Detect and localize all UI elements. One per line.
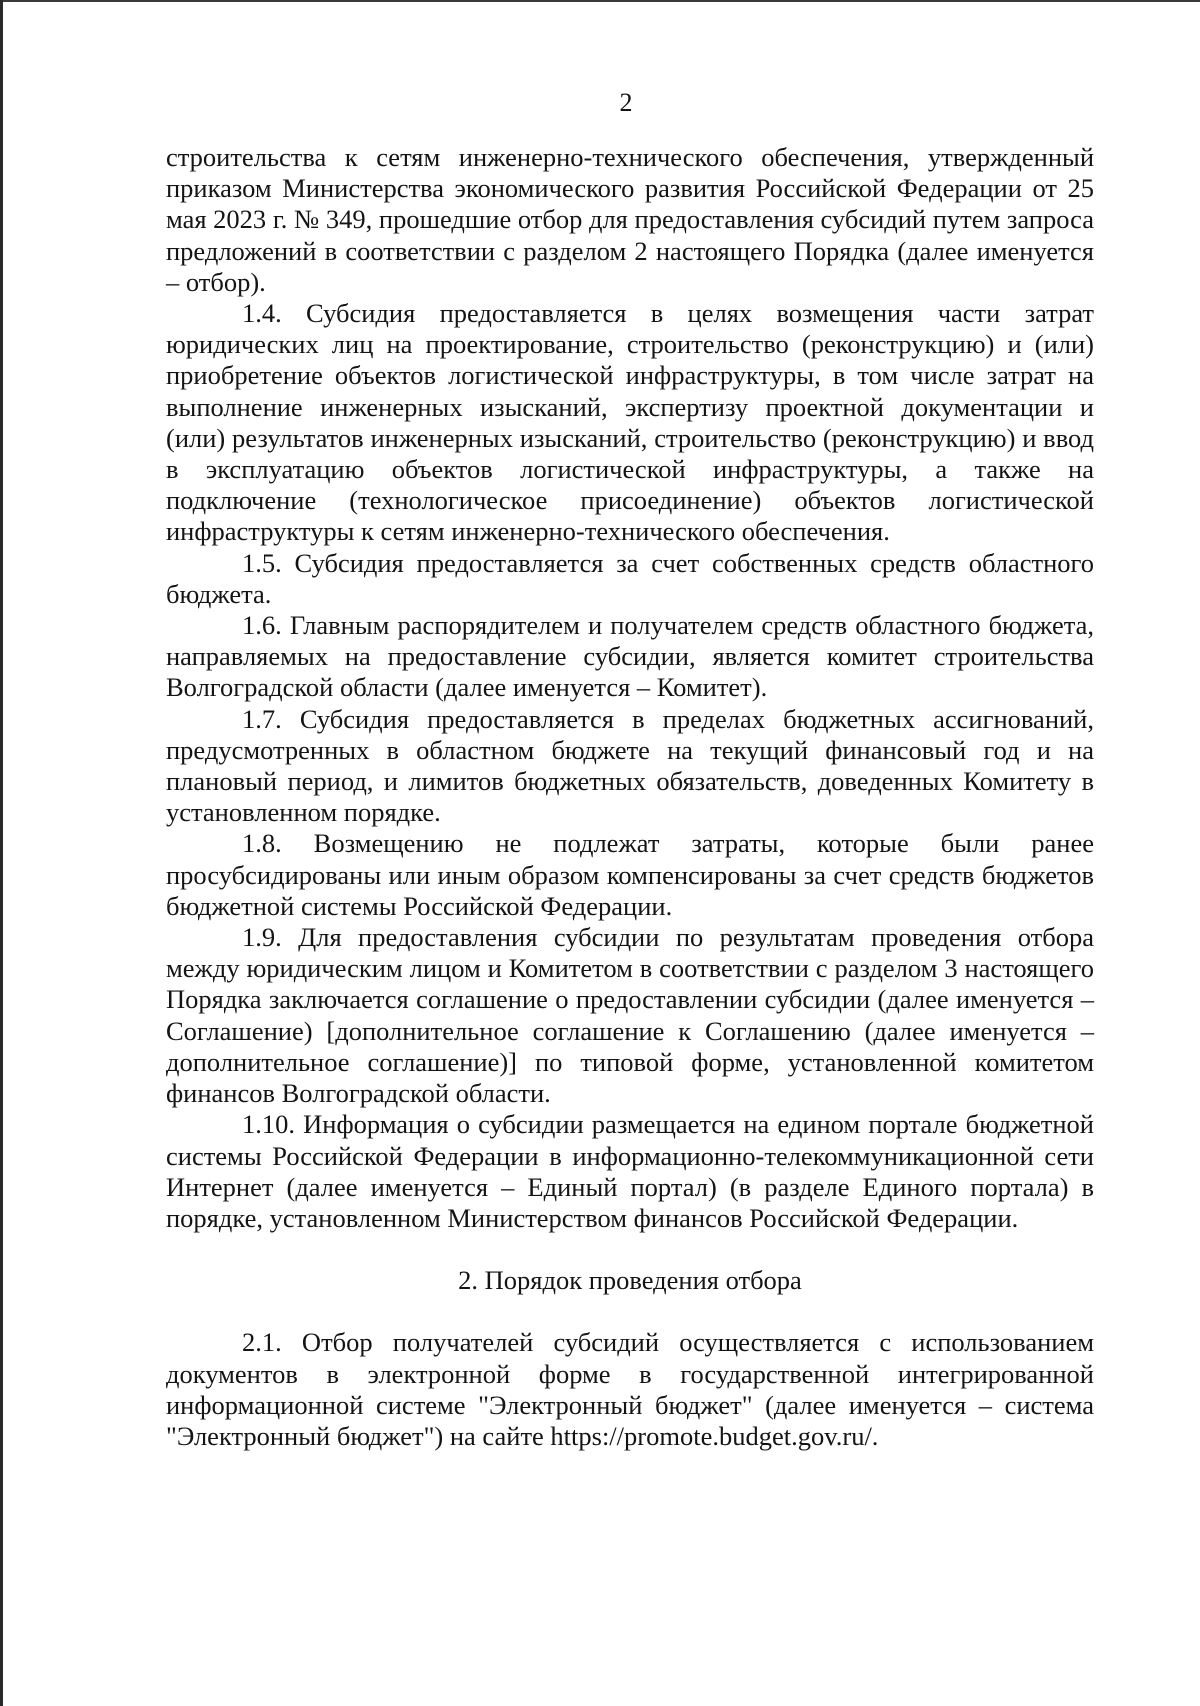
paragraph-1-9: 1.9. Для предоставления субсидии по результатам проведения отбора между юридическим лицом и Комитетом в соответствии с разделом 3 настоящего Порядка заключается соглашение о предоставлении субсидии (далее именуется – Соглашение) [дополнительное соглашение к Соглашению (далее именуется – дополнительное соглашение)] по типовой форме, установленной комитетом финансов Волгоградской области. [166,922,1094,1109]
page-number: 2 [619,88,633,117]
scan-edge-top [0,0,1200,2]
paragraph-continuation: строительства к сетям инженерно-технического обеспечения, утвержденный приказом Министерства экономического развития Российской Федерации от 25 мая 2023 г. № 349, прошедшие отбор для предоставления субсидий путем запроса предложений в соответствии с разделом 2 настоящего Порядка (далее именуется – отбор). [166,142,1094,297]
paragraph-1-4: 1.4. Субсидия предоставляется в целях возмещения части затрат юридических лиц на проектирование, строительство (реконструкцию) и (или) приобретение объектов логистической инфраструктуры, в том числе затрат на выполнение инженерных изысканий, экспертизу проектной документации и (или) результатов инженерных изысканий, строительство (реконструкцию) и ввод в эксплуатацию объектов логистической инфраструктуры, а также на подключение (технологическое присоединение) объектов логистической инфраструктуры к сетям инженерно-технического обеспечения. [166,298,1094,547]
section-heading: 2. Порядок проведения отбора [458,1265,802,1296]
paragraph-1-6: 1.6. Главным распорядителем и получателем средств областного бюджета, направляемых на предоставление субсидии, является комитет строительства Волгоградской области (далее именуется – Комитет). [166,610,1094,703]
paragraph-2-1: 2.1. Отбор получателей субсидий осуществляется с использованием документов в электронной форме в государственной интегрированной информационной системе "Электронный бюджет" (далее именуется – система "Электронный бюджет") на сайте https://promote.budget.gov.ru/. [166,1327,1094,1451]
paragraph-1-7: 1.7. Субсидия предоставляется в пределах бюджетных ассигнований, предусмотренных в областном бюджете на текущий финансовый год и на плановый период, и лимитов бюджетных обязательств, доведенных Комитету в установленном порядке. [166,703,1094,828]
scan-edge-left [0,0,3,1706]
document-body [166,142,1094,1452]
paragraph-1-8: 1.8. Возмещению не подлежат затраты, которые были ранее просубсидированы или иным образом компенсированы за счет средств бюджетов бюджетной системы Российской Федерации. [166,828,1094,921]
paragraph-1-10: 1.10. Информация о субсидии размещается на едином портале бюджетной системы Российской Федерации в информационно-телекоммуникационной сети Интернет (далее именуется – Единый портал) (в разделе Единого портала) в порядке, установленном Министерством финансов Российской Федерации. [166,1109,1094,1233]
paragraph-1-5: 1.5. Субсидия предоставляется за счет собственных средств областного бюджета. [166,547,1094,609]
